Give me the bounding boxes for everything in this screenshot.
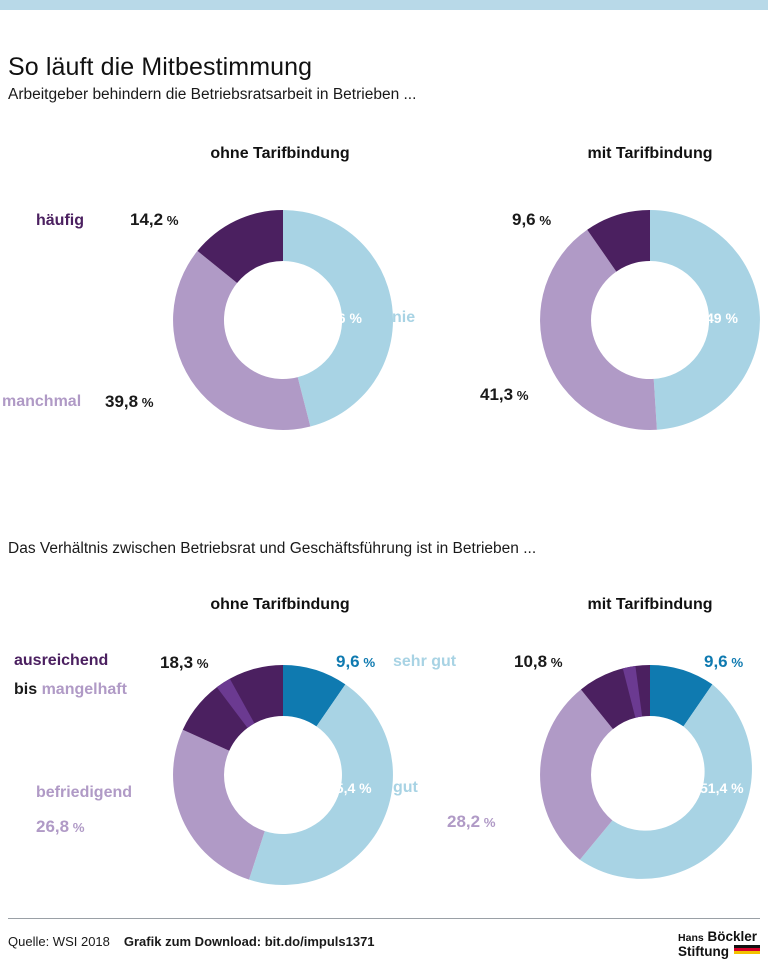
section-subtitle-top: Arbeitgeber behindern die Betriebsratsarbeit in Betrieben ...: [8, 86, 417, 103]
value-c4-befriedigend: 28,2 %: [447, 812, 496, 831]
value-c3-befriedigend: 26,8 %: [36, 817, 85, 836]
ausreichend-bis-word: bis: [14, 681, 42, 698]
category-label-nie: nie: [392, 309, 416, 326]
slice-nie: [650, 210, 760, 430]
value-c4-ausreichend: 10,8 %: [514, 652, 563, 671]
category-label-ausreichend-line1: ausreichend: [14, 652, 109, 669]
value-c4-gut: 51,4 %: [700, 780, 744, 796]
logo-stiftung: Stiftung: [678, 943, 729, 959]
german-flag-icon: [734, 945, 760, 954]
value-c1-haeufig: 14,2 %: [130, 210, 179, 229]
logo-line-1: [678, 930, 760, 945]
group-heading-top-left: ohne Tarifbindung: [210, 145, 350, 162]
footer-divider: [8, 918, 760, 919]
group-heading-bottom-left: ohne Tarifbindung: [210, 596, 350, 613]
footer-source: [8, 934, 375, 949]
top-color-band: [0, 0, 768, 10]
value-c2-nie: 49 %: [706, 310, 738, 326]
donut-chart-1: [163, 200, 403, 440]
logo-boeckler: Böckler: [707, 929, 757, 944]
category-label-befriedigend: befriedigend: [36, 784, 133, 801]
value-c3-sehrgut: 9,6 %: [336, 652, 376, 671]
value-c3-gut: 45,4 %: [328, 780, 372, 796]
slice-befriedigend: [173, 730, 265, 880]
category-label-manchmal: manchmal: [2, 393, 82, 410]
value-c2-haeufig: 9,6 %: [512, 210, 552, 229]
category-label-ausreichend-line2: [14, 681, 127, 699]
donut-chart-3: [163, 655, 403, 895]
value-c3-ausreichend: 18,3 %: [160, 653, 209, 672]
value-c1-manchmal: 39,8 %: [105, 392, 154, 411]
mangelhaft-word: mangelhaft: [41, 681, 127, 698]
value-c2-manchmal: 41,3 %: [480, 385, 529, 404]
category-label-sehr-gut: sehr gut: [393, 653, 457, 670]
download-link[interactable]: Grafik zum Download: bit.do/impuls1371: [123, 934, 375, 949]
page-title: So läuft die Mitbestimmung: [8, 52, 313, 81]
section-subtitle-bottom: Das Verhältnis zwischen Betriebsrat und Geschäftsführung ist in Betrieben ...: [8, 540, 537, 557]
logo-line-2: [678, 945, 760, 960]
value-c1-nie: 46 %: [330, 310, 362, 326]
category-label-gut: gut: [393, 779, 418, 796]
source-text: Quelle: WSI 2018: [8, 934, 110, 949]
logo-hans: Hans: [678, 932, 704, 944]
donut-chart-4: [530, 655, 768, 895]
value-c4-sehrgut: 9,6 %: [704, 652, 744, 671]
category-label-haeufig: häufig: [36, 212, 84, 229]
logo-hans-boeckler-stiftung: [678, 930, 760, 959]
group-heading-bottom-right: mit Tarifbindung: [587, 596, 713, 613]
group-heading-top-right: mit Tarifbindung: [587, 145, 713, 162]
